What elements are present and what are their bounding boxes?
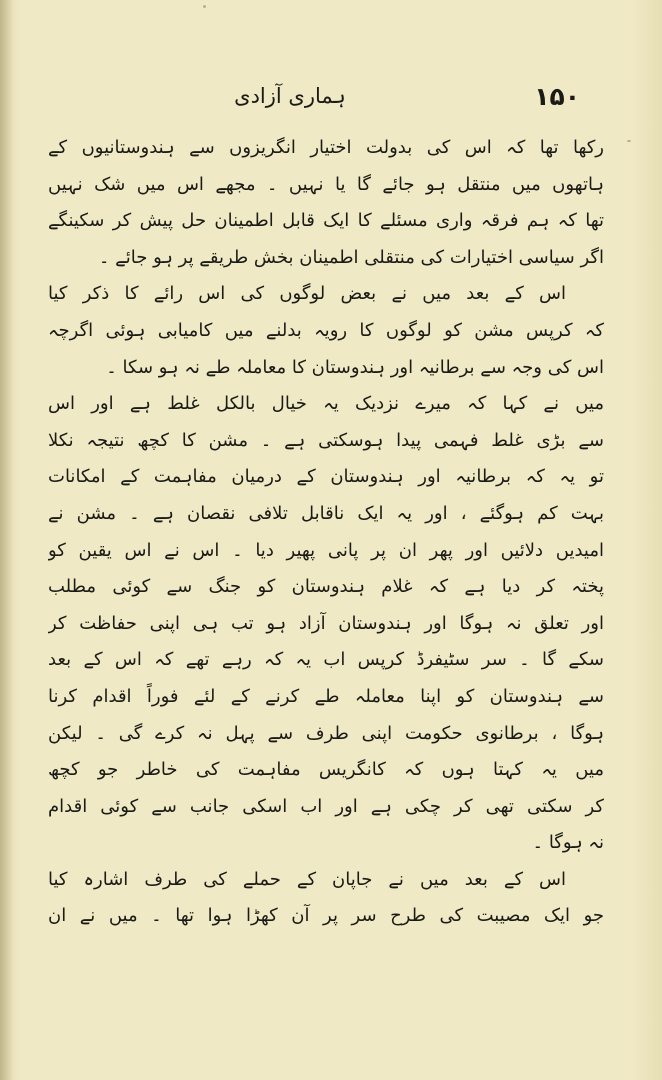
paper-speck bbox=[627, 140, 631, 142]
text-line: میں نے کہا کہ میرے نزدیک یہ خیال بالکل غلط ہے اور اس bbox=[48, 393, 604, 415]
page-number: ۱۵۰ bbox=[534, 82, 580, 111]
text-line: رکھا تھا کہ اس کی بدولت اختیار انگریزوں سے ہندوستانیوں کے bbox=[48, 137, 604, 158]
text-line: بہت کم ہوگئے ، اور یہ ایک ناقابل تلافی نقصان ہے ۔ مشن نے bbox=[48, 502, 604, 524]
paper-speck bbox=[203, 5, 206, 8]
page-spine-shadow bbox=[0, 0, 14, 1080]
text-line: جو ایک مصیبت کی طرح سر پر آن کھڑا ہوا تھا ۔ میں نے ان bbox=[48, 905, 604, 927]
text-line: اس کے بعد میں نے بعض لوگوں کی اس رائے کا ذکر کیا bbox=[48, 283, 566, 305]
text-line: میں یہ کہتا ہوں کہ کانگریس مفاہمت کی خاطر جو کچھ bbox=[48, 759, 604, 781]
text-line: پختہ کر دیا ہے کہ غلام ہندوستان کو جنگ سے کوئی مطلب bbox=[48, 576, 604, 598]
text-line: امیدیں دلائیں اور پھر ان پر پانی پھیر دیا ۔ اس نے اس یقین کو bbox=[48, 539, 604, 561]
text-line: اگر سیاسی اختیارات کی منتقلی اطمینان بخش طریقے پر ہو جائے ۔ bbox=[98, 246, 604, 268]
text-line: تھا کہ ہم فرقہ واری مسئلے کا ایک قابل اطمینان حل پیش کر سکینگے bbox=[48, 210, 604, 232]
text-line: اس کی وجہ سے برطانیہ اور ہندوستان کا معاملہ طے نہ ہو سکا ۔ bbox=[106, 356, 604, 378]
text-line: اور تعلق نہ ہوگا اور ہندوستان آزاد ہو تب ہی اپنی حفاظت کر bbox=[48, 612, 604, 634]
text-line: نہ ہوگا ۔ bbox=[532, 832, 604, 854]
text-line: سے ہندوستان کو اپنا معاملہ طے کرنے کے لئے فوراً اقدام کرنا bbox=[48, 685, 604, 707]
text-line: تو یہ کہ برطانیہ اور ہندوستان کے درمیان مفاہمت کے امکانات bbox=[48, 466, 604, 488]
text-line: اس کے بعد میں نے جاپان کے حملے کی طرف اشارہ کیا bbox=[48, 868, 566, 890]
text-line: سکے گا ۔ سر سٹیفرڈ کرپس اب یہ کہ رہے تھے کہ اس کے بعد bbox=[48, 649, 604, 671]
body-text bbox=[48, 130, 604, 935]
running-title: ہماری آزادی bbox=[234, 84, 346, 108]
text-line: ہوگا ، برطانوی حکومت اپنی طرف سے پہل نہ کرے گی ۔ لیکن bbox=[48, 722, 604, 744]
text-line: کر سکتی تھی کر چکی ہے اور اب اسکی جانب سے کوئی اقدام bbox=[48, 795, 604, 817]
text-line: سے بڑی غلط فہمی پیدا ہوسکتی ہے ۔ مشن کا کچھ نتیجہ نکلا bbox=[48, 429, 604, 451]
text-line: ہاتھوں میں منتقل ہو جائے گا یا نہیں ۔ مجھے اس میں شک نہیں bbox=[48, 173, 604, 195]
page-header bbox=[0, 80, 662, 120]
text-line: کہ کرپس مشن کو لوگوں کا رویہ بدلنے میں کامیابی ہوئی اگرچہ bbox=[48, 319, 604, 341]
